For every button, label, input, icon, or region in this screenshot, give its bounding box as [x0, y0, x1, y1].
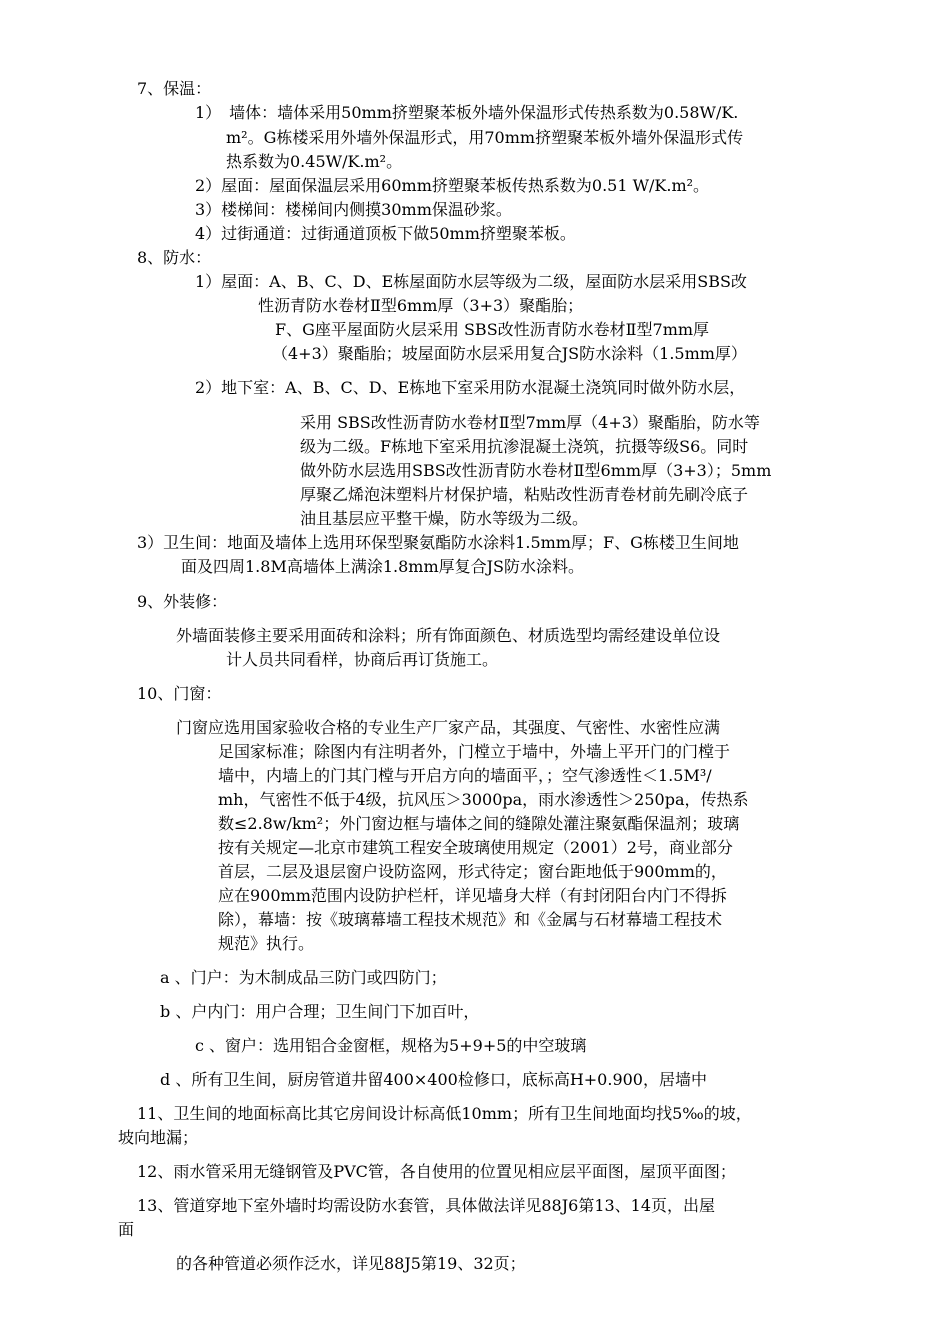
paragraph-line: 应在900mm范围内设防护栏杆，详见墙身大样（有封闭阳台内门不得拆	[218, 886, 727, 905]
paragraph-line: 门窗应选用国家验收合格的专业生产厂家产品，其强度、气密性、水密性应满	[176, 718, 721, 737]
paragraph-line: 级为二级。F栋地下室采用抗渗混凝土浇筑，抗摄等级S6。同时	[300, 437, 749, 456]
section-13-line: 13、管道穿地下室外墙时均需设防水套管，具体做法详见88J6第13、14页，出屋	[137, 1196, 716, 1215]
paragraph-line: F、G座平屋面防火层采用 SBS改性沥青防水卷材Ⅱ型7mm厚	[275, 320, 710, 339]
paragraph-line: 热系数为0.45W/K.m²。	[226, 152, 403, 171]
paragraph-line: 性沥青防水卷材Ⅱ型6mm厚（3+3）聚酯胎；	[258, 296, 584, 315]
list-item: b 、户内门：用户合理；卫生间门下加百叶，	[160, 1002, 480, 1021]
paragraph-line: 油且基层应平整干燥，防水等级为二级。	[300, 509, 589, 528]
paragraph-line: 按有关规定—北京市建筑工程安全玻璃使用规定（2001）2号，商业部分	[218, 838, 733, 857]
paragraph-line: 足国家标准；除图内有注明者外，门樘立于墙中，外墙上平开门的门樘于	[218, 742, 731, 761]
paragraph-line: 墙中，内墙上的门其门樘与开启方向的墙面平，；空气渗透性＜1.5M³/	[218, 766, 712, 785]
paragraph-line: 外墙面装修主要采用面砖和涂料；所有饰面颜色、材质选型均需经建设单位设	[176, 626, 721, 645]
paragraph-line: 坡向地漏；	[118, 1128, 199, 1147]
paragraph-line: 1） 墙体：墙体采用50mm挤塑聚苯板外墙外保温形式传热系数为0.58W/K.	[195, 103, 739, 122]
paragraph-line: mh，气密性不低于4级，抗风压＞3000pa，雨水渗透性＞250pa，传热系	[218, 790, 749, 809]
paragraph-line: 除），幕墙：按《玻璃幕墙工程技术规范》和《金属与石材幕墙工程技术	[218, 910, 723, 929]
paragraph-line: 首层，二层及退层窗户设防盗网，形式待定；窗台距地低于900mm的，	[218, 862, 727, 881]
section-12-line: 12、雨水管采用无缝钢管及PVC管，各自使用的位置见相应层平面图，屋顶平面图；	[137, 1162, 736, 1181]
list-item: d 、所有卫生间，厨房管道井留400×400检修口，底标高H+0.900，居墙中	[160, 1070, 707, 1089]
paragraph-line: 规范》执行。	[218, 934, 315, 953]
paragraph-line: 3）卫生间：地面及墙体上选用环保型聚氨酯防水涂料1.5mm厚；F、G栋楼卫生间地	[137, 533, 739, 552]
section-11-line: 11、卫生间的地面标高比其它房间设计标高低10mm；所有卫生间地面均找5‰的坡，	[137, 1104, 752, 1123]
paragraph-line: 厚聚乙烯泡沫塑料片材保护墙，粘贴改性沥青卷材前先刷冷底子	[300, 485, 749, 504]
paragraph-line: 面及四周1.8M高墙体上满涂1.8mm厚复合JS防水涂料。	[181, 557, 584, 576]
paragraph-line: 2）地下室：A、B、C、D、E栋地下室采用防水混凝土浇筑同时做外防水层，	[195, 378, 746, 397]
paragraph-line: 采用 SBS改性沥青防水卷材Ⅱ型7mm厚（4+3）聚酯胎，防水等	[300, 413, 760, 432]
paragraph-line: 4）过街通道：过街通道顶板下做50mm挤塑聚苯板。	[195, 224, 576, 243]
section-7-heading: 7、保温：	[137, 79, 212, 98]
paragraph-line: 计人员共同看样，协商后再订货施工。	[226, 650, 499, 669]
paragraph-line: 1）屋面：A、B、C、D、E栋屋面防水层等级为二级，屋面防水层采用SBS改	[195, 272, 747, 291]
paragraph-line: 数≤2.8w/km²；外门窗边框与墙体之间的缝隙处灌注聚氨酯保温剂；玻璃	[218, 814, 740, 833]
section-10-heading: 10、门窗：	[137, 684, 222, 703]
section-8-heading: 8、防水：	[137, 248, 212, 267]
paragraph-line: 3）楼梯间：楼梯间内侧摸30mm保温砂浆。	[195, 200, 512, 219]
list-item: a 、门户：为木制成品三防门或四防门；	[160, 968, 447, 987]
paragraph-line: 的各种管道必须作泛水，详见88J5第19、32页；	[176, 1254, 526, 1273]
paragraph-line: （4+3）聚酯胎；坡屋面防水层采用复合JS防水涂料（1.5mm厚）	[272, 344, 747, 363]
paragraph-line: 面	[118, 1220, 135, 1239]
paragraph-line: m²。G栋楼采用外墙外保温形式，用70mm挤塑聚苯板外墙外保温形式传	[226, 128, 744, 147]
list-item: c 、窗户：选用铝合金窗框，规格为5+9+5的中空玻璃	[195, 1036, 587, 1055]
paragraph-line: 2）屋面：屋面保温层采用60mm挤塑聚苯板传热系数为0.51 W/K.m²。	[195, 176, 710, 195]
paragraph-line: 做外防水层选用SBS改性沥青防水卷材Ⅱ型6mm厚（3+3）；5mm	[300, 461, 772, 480]
section-9-heading: 9、外装修：	[137, 592, 228, 611]
